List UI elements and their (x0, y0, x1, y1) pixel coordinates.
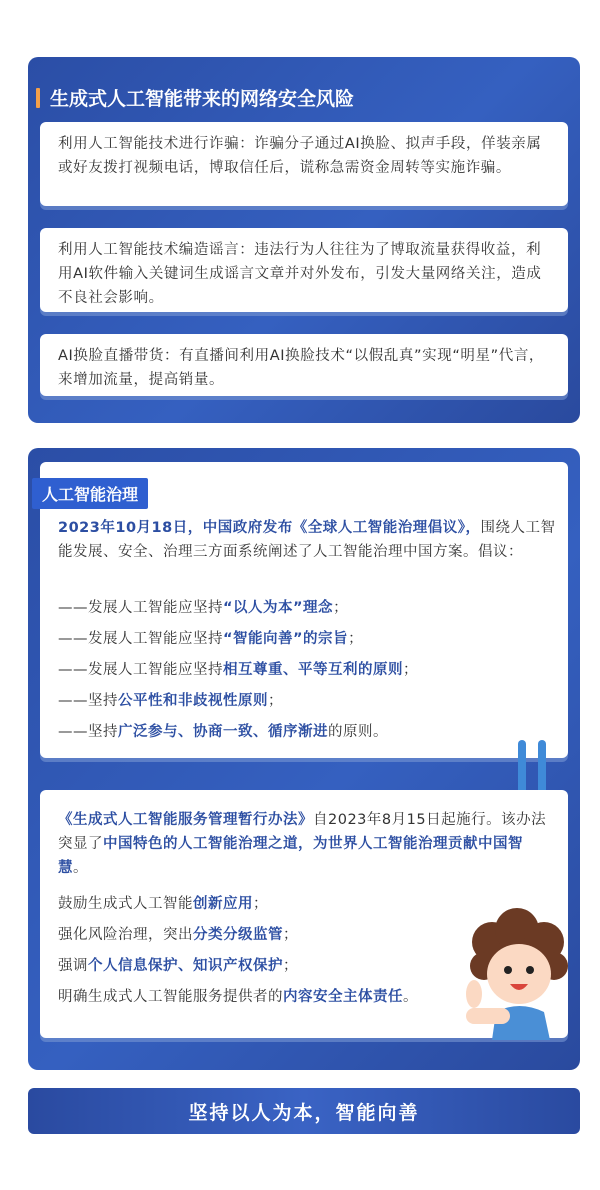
initiative-intro (58, 516, 558, 564)
measure-item: 强化风险治理，突出分类分级监管； (58, 927, 298, 943)
title-accent-bar (36, 88, 40, 108)
intro-bold: 2023年10月18日，中国政府发布《全球人工智能治理倡议》， (58, 520, 481, 536)
section-title (36, 84, 354, 111)
intro-rest: 围绕人工智能发展、安全、治理三方面系统阐述了人工智能治理中国方案。倡议： (58, 520, 556, 560)
principle-item: ——发展人工智能应坚持相互尊重、平等互利的原则； (58, 662, 418, 678)
principle-item: ——坚持广泛参与、协商一致、循序渐进的原则。 (58, 724, 388, 740)
mascot-face (487, 944, 551, 1004)
section-title-text: 生成式人工智能带来的网络安全风险 (50, 88, 355, 110)
principle-item: ——发展人工智能应坚持“以人为本”理念； (58, 600, 349, 616)
risk-text: AI换脸直播带货：有直播间利用AI换脸技术“以假乱真”实现“明星”代言，来增加流量，提高销量。 (58, 348, 545, 388)
mascot-illustration (462, 908, 574, 1040)
risk-text: 利用人工智能技术进行诈骗：诈骗分子通过AI换脸、拟声手段，佯装亲属或好友拨打视频电话，博取信任后，谎称急需资金周转等实施诈骗。 (58, 136, 542, 176)
mascot-hand (466, 980, 482, 1008)
risk-card-fraud (40, 122, 568, 206)
governance-badge: 人工智能治理 (32, 478, 148, 509)
measure-item: 强调个人信息保护、知识产权保护； (58, 958, 298, 974)
measure-item: 鼓励生成式人工智能创新应用； (58, 896, 268, 912)
risk-card-livestream (40, 334, 568, 396)
risk-text: 利用人工智能技术编造谣言：违法行为人往往为了博取流量获得收益，利用AI软件输入关键词生成谣言文章并对外发布，引发大量网络关注，造成不良社会影响。 (58, 242, 542, 306)
principle-item: ——发展人工智能应坚持“智能向善”的宗旨； (58, 631, 364, 647)
measures-intro: 《生成式人工智能服务管理暂行办法》自2023年8月15日起施行。该办法突显了中国特色的人工智能治理之道，为世界人工智能治理贡献中国智慧。 (58, 812, 547, 876)
risk-card-rumor (40, 228, 568, 312)
measure-item: 明确生成式人工智能服务提供者的内容安全主体责任。 (58, 989, 418, 1005)
mascot-arm (466, 1008, 510, 1024)
footer-slogan: 坚持以人为本，智能向善 (28, 1088, 580, 1134)
principle-item: ——坚持公平性和非歧视性原则； (58, 693, 283, 709)
